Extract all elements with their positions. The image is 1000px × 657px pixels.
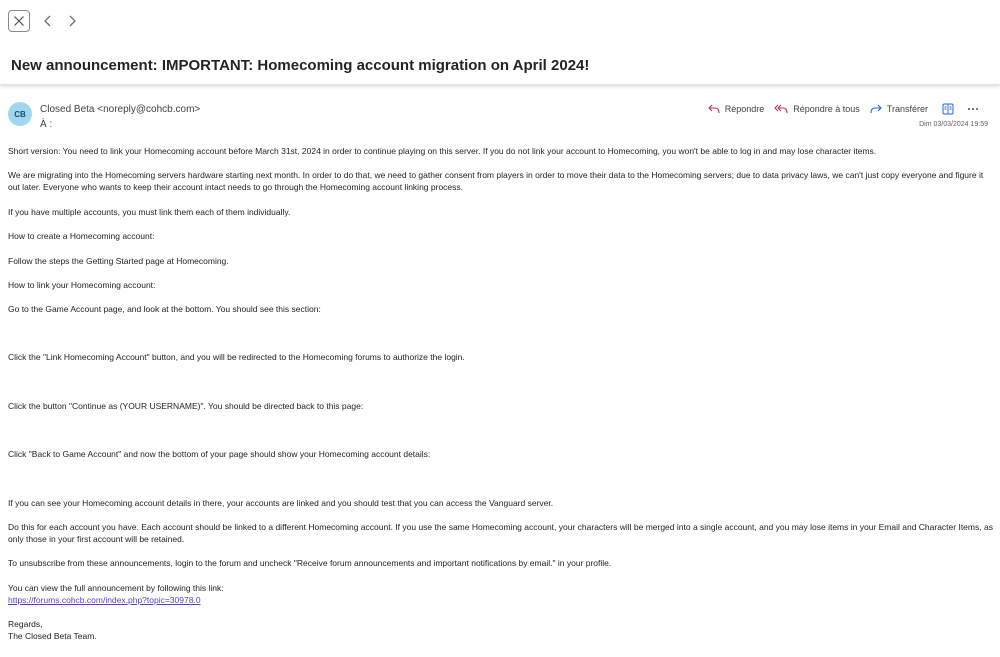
body-paragraph-test-access: If you can see your Homecoming account details in there, your accounts are linked and you should test that you can access the Vanguard server.	[8, 498, 554, 508]
recipient-label: À :	[40, 119, 53, 130]
close-icon	[13, 15, 25, 27]
message-date: Dim 03/03/2024 19:59	[919, 121, 988, 128]
sender-avatar[interactable]: CB	[8, 102, 32, 126]
immersive-reader-icon	[942, 103, 954, 115]
reply-all-label: Répondre à tous	[793, 104, 860, 114]
body-paragraph-multiple-accounts: If you have multiple accounts, you must link them each of them individually.	[8, 207, 291, 217]
body-signature	[8, 618, 996, 642]
body-paragraph-getting-started: Follow the steps the Getting Started page at Homecoming.	[8, 256, 229, 266]
reply-all-icon	[774, 104, 788, 114]
body-heading-link-account: How to link your Homecoming account:	[8, 280, 156, 290]
chevron-left-icon	[43, 15, 53, 27]
body-paragraph-back-to-game-account: Click "Back to Game Account" and now the bottom of your page should show your Homecoming account details:	[8, 449, 431, 459]
body-paragraph-migration: We are migrating into the Homecoming servers hardware starting next month. In order to do that, we need to gather consent from players in order to move their data to the Homecoming servers; due to data privacy laws, we can't just copy everyone and figure it out later. Everyone who wants to keep their account intact needs to go through the Homecoming account linking process.	[8, 170, 984, 192]
reading-pane-header	[0, 0, 1000, 85]
forward-label: Transférer	[886, 104, 928, 114]
next-message-button[interactable]	[64, 12, 80, 30]
more-icon	[967, 107, 979, 111]
body-paragraph-each-account: Do this for each account you have. Each account should be linked to a different Homecoming account. If you use the same Homecoming account, your characters will be merged into a single account, and you may lose items in your Email and Character Items, as only those in your first account will be retained.	[8, 522, 993, 544]
reply-button[interactable]	[708, 104, 765, 114]
forward-icon	[870, 104, 882, 114]
signature-regards: Regards,	[8, 619, 43, 629]
body-paragraph-short-version: Short version: You need to link your Homecoming account before March 31st, 2024 in order to continue playing on this server. If you do not link your account to Homecoming, you won't be able to log in and may lose character items.	[8, 146, 877, 156]
close-button[interactable]	[8, 10, 30, 32]
announcement-link[interactable]: https://forums.cohcb.com/index.php?topic=30978.0	[8, 595, 201, 605]
body-paragraph-full-announcement	[8, 582, 996, 606]
body-paragraph-game-account-page: Go to the Game Account page, and look at the bottom. You should see this section:	[8, 304, 321, 314]
full-announcement-text: You can view the full announcement by following this link:	[8, 583, 224, 593]
more-actions-button[interactable]	[967, 107, 984, 111]
body-paragraph-link-button: Click the "Link Homecoming Account" button, and you will be redirected to the Homecoming forums to authorize the login.	[8, 352, 465, 362]
message-subject: New announcement: IMPORTANT: Homecoming account migration on April 2024!	[11, 57, 590, 74]
sender-name[interactable]: Closed Beta <noreply@cohcb.com>	[40, 104, 201, 115]
message-actions	[698, 101, 984, 117]
signature-team: The Closed Beta Team.	[8, 631, 97, 641]
body-paragraph-unsubscribe: To unsubscribe from these announcements, login to the forum and uncheck "Receive forum announcements and important notifications by email." in your profile.	[8, 558, 612, 568]
body-heading-create-account: How to create a Homecoming account:	[8, 231, 155, 241]
previous-message-button[interactable]	[40, 12, 56, 30]
body-paragraph-continue-as: Click the button "Continue as (YOUR USERNAME)". You should be directed back to this page:	[8, 401, 364, 411]
reply-all-button[interactable]	[774, 104, 860, 114]
forward-button[interactable]	[870, 104, 928, 114]
reply-label: Répondre	[724, 104, 765, 114]
reply-icon	[708, 104, 720, 114]
chevron-right-icon	[67, 15, 77, 27]
immersive-reader-button[interactable]	[942, 103, 959, 115]
